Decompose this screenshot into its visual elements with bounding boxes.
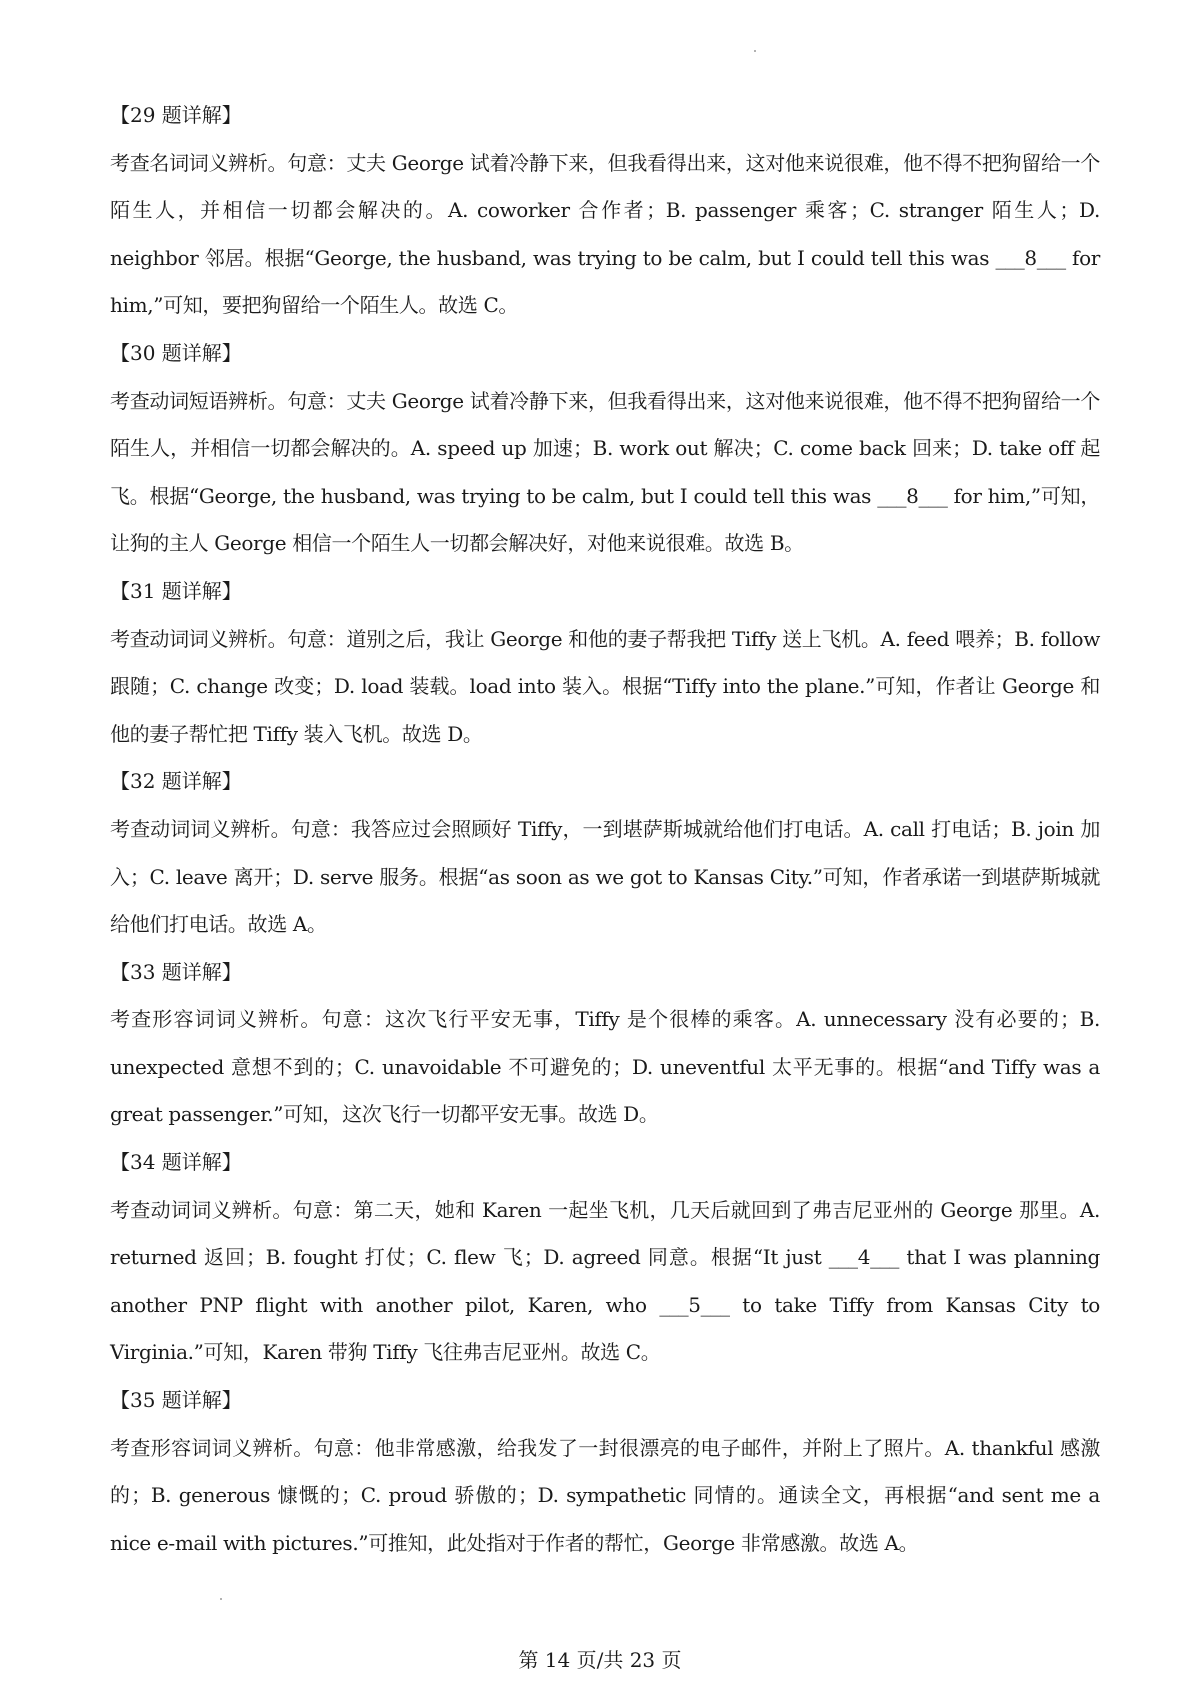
page-number: 第 14 页/共 23 页 [518,1648,682,1672]
section-text: 考查形容词词义辨析。句意：这次飞行平安无事，Tiffy 是个很棒的乘客。A. unnecessary 没有必要的；B. unexpected 意想不到的；C. unavoidable 不可避免的；D. uneventful 太平无事的。根据“and Tiffy was a great passenger.”可知，这次飞行一切都平安无事。故选 D。 [110,1007,1100,1127]
section-text: 考查动词词义辨析。句意：我答应过会照顾好 Tiffy，一到堪萨斯城就给他们打电话。A. call 打电话；B. join 加入；C. leave 离开；D. serve 服务。根据“as soon as we got to Kansas City.”可知，作者承诺一到堪萨斯城就给他们打电话。故选 A。 [110,816,1100,937]
section-heading: 【29 题详解】 [110,103,242,127]
document-body [110,92,1100,1567]
explanation-33 [110,949,1100,1139]
section-heading: 【34 题详解】 [110,1150,242,1175]
explanation-31 [110,568,1100,758]
section-heading: 【35 题详解】 [110,1388,242,1413]
explanation-35 [110,1377,1100,1567]
section-text: 考查动词词义辨析。句意：第二天，她和 Karen 一起坐飞机，几天后就回到了弗吉尼亚州的 George 那里。A. returned 返回；B. fought 打仗；C. flew 飞；D. agreed 同意。根据“It just ___4___ that I was planning another PNP flight with another pilot, Karen, who ___5___ to take Tiffy from Kansas City to Virginia.”可知，Karen 带狗 Tiffy 飞往弗吉尼亚州。故选 C。 [110,1197,1100,1365]
section-text: 考查动词短语辨析。句意：丈夫 George 试着冷静下来，但我看得出来，这对他来说很难，他不得不把狗留给一个陌生人，并相信一切都会解决的。A. speed up 加速；B. work out 解决；C. come back 回来；D. take off 起飞。根据“George, the husband, was trying to be calm, but I could tell this was ___8___ for him,”可知，让狗的主人 George 相信一个陌生人一切都会解决好，对他来说很难。故选 B。 [110,388,1100,556]
explanation-29 [110,92,1100,330]
explanation-34 [110,1139,1100,1377]
scan-speck [220,1598,222,1600]
explanation-30 [110,330,1100,568]
section-text: 考查动词词义辨析。句意：道别之后，我让 George 和他的妻子帮我把 Tiffy 送上飞机。A. feed 喂养；B. follow 跟随；C. change 改变；D. load 装载。load into 装入。根据“Tiffy into the plane.”可知，作者让 George 和他的妻子帮忙把 Tiffy 装入飞机。故选 D。 [110,626,1100,746]
section-heading: 【31 题详解】 [110,578,242,603]
section-heading: 【32 题详解】 [110,769,242,794]
explanation-32 [110,758,1100,948]
section-heading: 【33 题详解】 [110,959,242,984]
section-heading: 【30 题详解】 [110,340,242,365]
section-text: 考查形容词词义辨析。句意：他非常感激，给我发了一封很漂亮的电子邮件，并附上了照片。A. thankful 感激的；B. generous 慷慨的；C. proud 骄傲的；D. sympathetic 同情的。通读全文，再根据“and sent me a nice e-mail with pictures.”可推知，此处指对于作者的帮忙，George 非常感激。故选 A。 [110,1435,1100,1555]
section-text: 考查名词词义辨析。句意：丈夫 George 试着冷静下来，但我看得出来，这对他来说很难，他不得不把狗留给一个陌生人，并相信一切都会解决的。A. coworker 合作者；B. passenger 乘客；C. stranger 陌生人；D. neighbor 邻居。根据“George, the husband, was trying to be calm, but I could tell this was ___8___ for him,”可知，要把狗留给一个陌生人。故选 C。 [110,150,1100,318]
scan-speck [754,50,756,52]
